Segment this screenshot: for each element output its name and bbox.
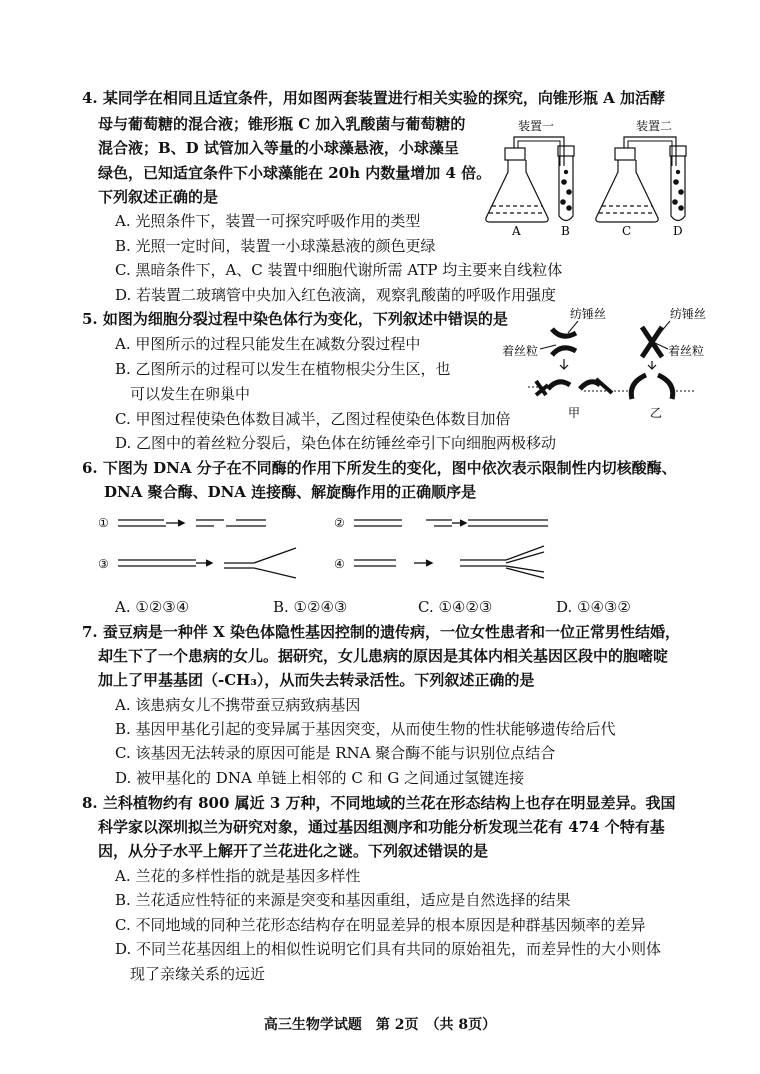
spindle-label-yi: 纺锤丝 — [670, 307, 707, 321]
yi-chromosome — [614, 321, 696, 399]
q4-option-a: A. 光照条件下，装置一可探究呼吸作用的类型 — [115, 212, 421, 230]
q5-option-a: A. 甲图所示的过程只能发生在减数分裂过程中 — [115, 335, 421, 353]
q4-stem-line-1: 4. 某同学在相同且适宜条件，用如图两套装置进行相关实验的探究，向锥形瓶 A 加活酵 — [82, 89, 665, 107]
q7-option-a: A. 该患病女儿不携带蚕豆病致病基因 — [115, 696, 361, 714]
process-number-4: ④ — [334, 557, 345, 571]
q8-option-d-cont: 现了亲缘关系的远近 — [130, 965, 266, 983]
dna-process-4 — [354, 546, 544, 578]
q6-choice-c: C. ①④②③ — [418, 598, 493, 616]
q4-stem-line-2: 母与葡萄糖的混合液；锥形瓶 C 加入乳酸菌与葡萄糖的 — [98, 115, 466, 133]
label-c: C — [622, 224, 632, 238]
q8-stem-line-3: 因，从分子水平上解开了兰花进化之谜。下列叙述错误的是 — [98, 842, 489, 860]
q8-option-a: A. 兰花的多样性指的就是基因多样性 — [115, 867, 361, 885]
centromere-label-yi: 着丝粒 — [668, 344, 705, 358]
q6-stem-line-1: 6. 下图为 DNA 分子在不同酶的作用下所发生的变化，图中依次表示限制性内切核酸酶、 — [82, 459, 677, 477]
q4-option-b: B. 光照一定时间，装置一小球藻悬液的颜色更绿 — [115, 237, 436, 255]
dna-process-1 — [118, 520, 266, 526]
q8-option-d: D. 不同兰花基因组上的相似性说明它们具有共同的原始祖先，而差异性的大小则体 — [115, 940, 662, 958]
centromere-label-jia: 着丝粒 — [502, 344, 539, 358]
label-b: B — [561, 224, 570, 238]
q5-chromosome-figure — [500, 303, 718, 423]
q4-option-d: D. 若装置二玻璃管中央加入红色液滴，观察乳酸菌的呼吸作用强度 — [115, 286, 557, 304]
process-number-1: ① — [98, 516, 109, 530]
q7-option-b: B. 基因甲基化引起的变异属于基因突变，从而使生物的性状能够遗传给后代 — [115, 720, 616, 738]
dna-process-2 — [354, 520, 548, 526]
q4-stem-line-5: 下列叙述正确的是 — [98, 188, 219, 206]
q6-choice-b: B. ①②④③ — [273, 598, 348, 616]
q5-option-b-cont: 可以发生在卵巢中 — [130, 385, 251, 403]
q7-stem-line-3: 加上了甲基基团（-CH₃），从而失去转录活性。下列叙述正确的是 — [98, 671, 535, 689]
q6-choice-a: A. ①②③④ — [115, 598, 190, 616]
flask-a — [486, 148, 548, 222]
q4-apparatus-figure — [478, 110, 714, 238]
q8-stem-line-1: 8. 兰科植物约有 800 属近 3 万种，不同地域的兰花在形态结构上也存在明显差异。我国 — [82, 794, 676, 812]
q4-stem-line-4: 绿色，已知适宜条件下小球藻能在 20h 内数量增加 4 倍。 — [98, 164, 492, 182]
process-number-3: ③ — [98, 557, 109, 571]
flask-c — [596, 148, 658, 222]
apparatus-1-title: 装置一 — [518, 119, 555, 133]
label-d: D — [673, 224, 683, 238]
q5-option-d: D. 乙图中的着丝粒分裂后，染色体在纺锤丝牵引下向细胞两极移动 — [115, 434, 557, 452]
q7-option-d: D. 被甲基化的 DNA 单链上相邻的 C 和 G 之间通过氢键连接 — [115, 769, 525, 787]
jia-label: 甲 — [568, 406, 581, 420]
q7-option-c: C. 该基因无法转录的原因可能是 RNA 聚合酶不能与识别位点结合 — [115, 744, 556, 762]
page-footer: 高三生物学试题 第 2页 （共 8页） — [263, 1017, 497, 1033]
q6-choice-d: D. ①④③② — [556, 598, 631, 616]
yi-label: 乙 — [650, 406, 663, 420]
q5-option-c: C. 甲图过程使染色体数目减半，乙图过程使染色体数目加倍 — [115, 410, 511, 428]
dna-process-3 — [118, 548, 296, 578]
q8-stem-line-2: 科学家以深圳拟兰为研究对象，通过基因组测序和功能分析发现兰花有 474 个特有基 — [98, 818, 665, 836]
jia-chromosome-pair — [528, 321, 612, 395]
q8-option-c: C. 不同地域的同种兰花形态结构存在明显差异的根本原因是种群基因频率的差异 — [115, 916, 646, 934]
q5-option-b: B. 乙图所示的过程可以发生在植物根尖分生区，也 — [115, 360, 451, 378]
q7-stem-line-1: 7. 蚕豆病是一种伴 X 染色体隐性基因控制的遗传病，一位女性患者和一位正常男性结婚， — [82, 623, 680, 641]
label-a: A — [512, 224, 521, 238]
q7-stem-line-2: 却生下了一个患病的女儿。据研究，女儿患病的原因是其体内相关基因区段中的胞嘧啶 — [98, 647, 669, 665]
process-number-2: ② — [334, 516, 345, 530]
apparatus-2-title: 装置二 — [636, 119, 673, 133]
q4-option-c: C. 黑暗条件下，A、C 装置中细胞代谢所需 ATP 均主要来自线粒体 — [115, 261, 563, 279]
q6-stem-line-2: DNA 聚合酶、DNA 连接酶、解旋酶作用的正确顺序是 — [104, 483, 477, 501]
q6-dna-figure — [96, 506, 566, 586]
q8-option-b: B. 兰花适应性特征的来源是突变和基因重组，适应是自然选择的结果 — [115, 891, 571, 909]
q5-stem: 5. 如图为细胞分裂过程中染色体行为变化，下列叙述中错误的是 — [82, 310, 508, 328]
q4-stem-line-3: 混合液；B、D 试管加入等量的小球藻悬液，小球藻呈 — [98, 139, 459, 157]
spindle-label-jia: 纺锤丝 — [570, 307, 607, 321]
